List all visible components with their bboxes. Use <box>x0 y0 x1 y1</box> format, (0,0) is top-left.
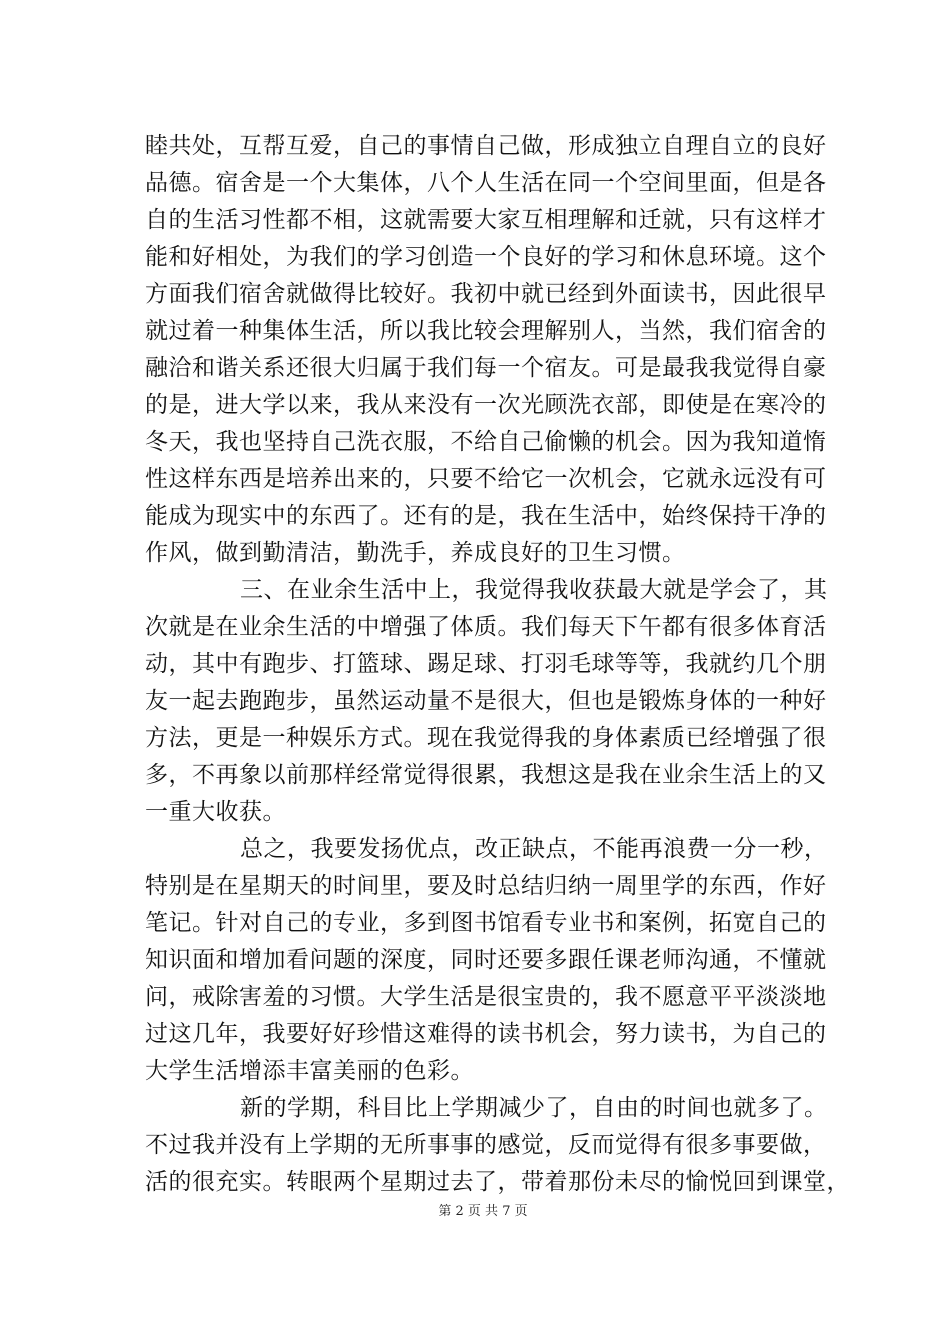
page-number-footer: 第 2 页 共 7 页 <box>438 1204 528 1219</box>
text-line: 一重大收获。 <box>145 799 286 825</box>
text-line: 友一起去跑跑步，虽然运动量不是很大，但也是锻炼身体的一种好 <box>145 688 827 714</box>
text-line: 睦共处，互帮互爱，自己的事情自己做，形成独立自理自立的良好 <box>145 133 827 159</box>
text-line: 能和好相处，为我们的学习创造一个良好的学习和休息环境。这个 <box>145 244 827 270</box>
text-line: 方法，更是一种娱乐方式。现在我觉得我的身体素质已经增强了很 <box>145 725 827 751</box>
text-line: 性这样东西是培养出来的，只要不给它一次机会，它就永远没有可 <box>145 466 827 492</box>
paragraph-start-line: 总之，我要发扬优点，改正缺点，不能再浪费一分一秒， <box>240 836 828 862</box>
text-line: 的是，进大学以来，我从来没有一次光顾洗衣部，即使是在寒冷的 <box>145 392 827 418</box>
text-line: 活的很充实。转眼两个星期过去了，带着那份未尽的愉悦回到课堂， <box>145 1169 850 1195</box>
text-line: 品德。宿舍是一个大集体，八个人生活在同一个空间里面，但是各 <box>145 170 827 196</box>
text-line: 问，戒除害羞的习惯。大学生活是很宝贵的，我不愿意平平淡淡地 <box>145 984 827 1010</box>
text-line: 动，其中有跑步、打篮球、踢足球、打羽毛球等等，我就约几个朋 <box>145 651 827 677</box>
text-line: 次就是在业余生活的中增强了体质。我们每天下午都有很多体育活 <box>145 614 827 640</box>
text-line: 不过我并没有上学期的无所事事的感觉，反而觉得有很多事要做， <box>145 1132 827 1158</box>
text-line: 特别是在星期天的时间里，要及时总结归纳一周里学的东西，作好 <box>145 873 827 899</box>
text-line: 作风，做到勤清洁，勤洗手，养成良好的卫生习惯。 <box>145 540 686 566</box>
paragraph-start-line: 三、在业余生活中上，我觉得我收获最大就是学会了，其 <box>240 577 828 603</box>
text-line: 融洽和谐关系还很大归属于我们每一个宿友。可是最我我觉得自豪 <box>145 355 827 381</box>
text-line: 能成为现实中的东西了。还有的是，我在生活中，始终保持干净的 <box>145 503 827 529</box>
text-line: 知识面和增加看问题的深度，同时还要多跟任课老师沟通，不懂就 <box>145 947 827 973</box>
text-line: 方面我们宿舍就做得比较好。我初中就已经到外面读书，因此很早 <box>145 281 827 307</box>
text-line: 过这几年，我要好好珍惜这难得的读书机会，努力读书，为自己的 <box>145 1021 827 1047</box>
text-line: 自的生活习性都不相，这就需要大家互相理解和迁就，只有这样才 <box>145 207 827 233</box>
text-line: 冬天，我也坚持自己洗衣服，不给自己偷懒的机会。因为我知道惰 <box>145 429 827 455</box>
text-line: 就过着一种集体生活，所以我比较会理解别人，当然，我们宿舍的 <box>145 318 827 344</box>
text-line: 多，不再象以前那样经常觉得很累，我想这是我在业余生活上的又 <box>145 762 827 788</box>
text-line: 大学生活增添丰富美丽的色彩。 <box>145 1058 474 1084</box>
text-line: 笔记。针对自己的专业，多到图书馆看专业书和案例，拓宽自己的 <box>145 910 827 936</box>
paragraph-start-line: 新的学期，科目比上学期减少了，自由的时间也就多了。 <box>240 1095 828 1121</box>
